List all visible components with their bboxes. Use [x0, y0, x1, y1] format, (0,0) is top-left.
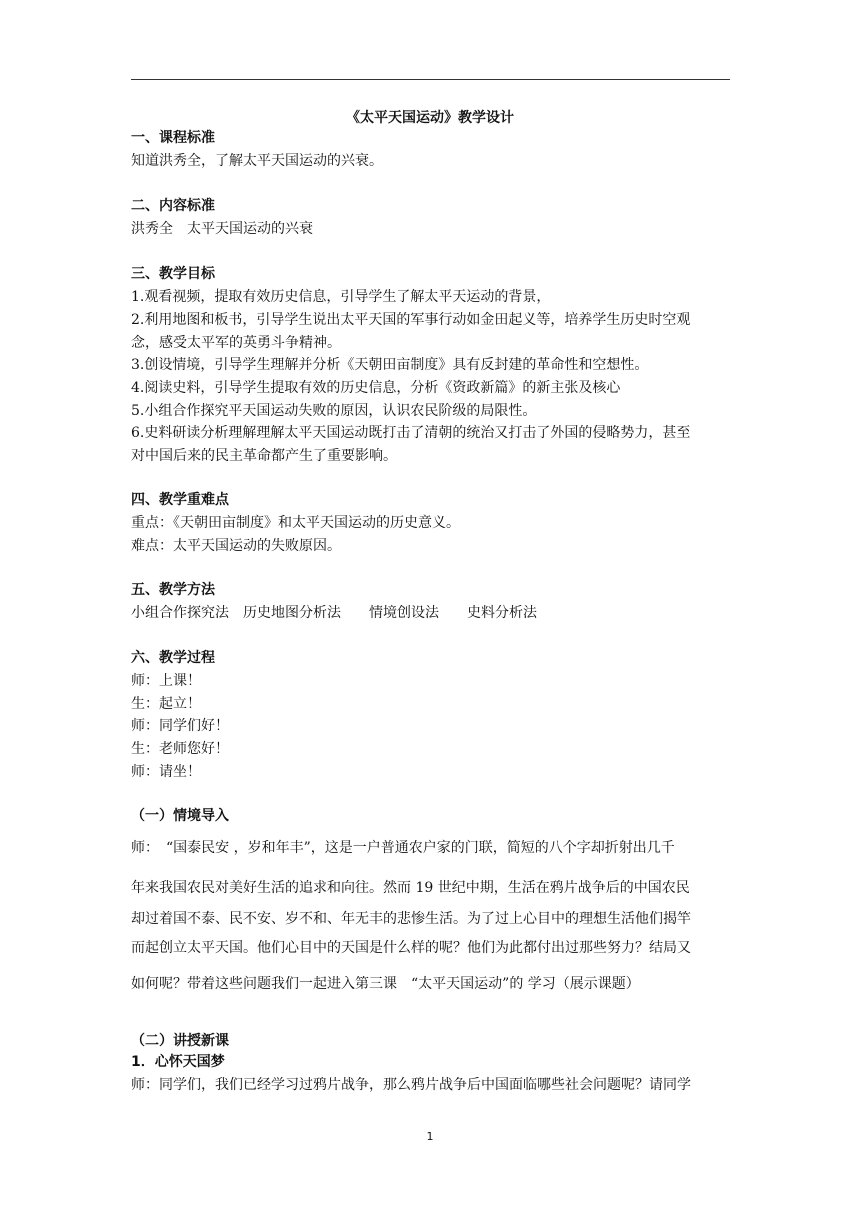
intro-paragraph-line: 却过着国不泰、民不安、岁不和、年无丰的悲惨生活。为了过上心目中的理想生活他们揭竿	[131, 911, 691, 927]
intro-paragraph-line: 年来我国农民对美好生活的追求和向往。然而 19 世纪中期，生活在鸦片战争后的中国农民	[131, 880, 690, 896]
intro-paragraph-line: 师： “国泰民安 ，岁和年丰”，这是一户普通农户家的门联，简短的八个字却折射出几千	[131, 840, 675, 856]
section-heading-process: 六、教学过程	[131, 650, 215, 666]
dialog-line: 师：上课！	[131, 673, 201, 689]
dialog-line: 师：同学们好！	[131, 718, 229, 734]
section-text-standard: 知道洪秀全，了解太平天国运动的兴衰。	[131, 153, 383, 169]
dialog-line: 师：请坐！	[131, 764, 201, 780]
lecture-subheading: 1．心怀天国梦	[131, 1054, 225, 1070]
goal-item: 1.观看视频，提取有效历史信息，引导学生了解太平天运动的背景，	[131, 289, 551, 305]
dialog-line: 生：起立！	[131, 696, 201, 712]
section-text-methods: 小组合作探究法 历史地图分析法 情境创设法 史料分析法	[131, 605, 537, 621]
section-text-content: 洪秀全 太平天国运动的兴衰	[131, 221, 313, 237]
dialog-line: 生：老师您好！	[131, 741, 229, 757]
lecture-paragraph-line: 师：同学们，我们已经学习过鸦片战争，那么鸦片战争后中国面临哪些社会问题呢？请同学	[131, 1077, 691, 1093]
subsection-heading-lecture: （二）讲授新课	[131, 1033, 229, 1049]
section-heading-standard: 一、课程标准	[131, 130, 215, 146]
goal-item: 3.创设情境，引导学生理解并分析《天朝田亩制度》具有反封建的革命性和空想性。	[131, 357, 649, 373]
intro-paragraph-line: 而起创立太平天国。他们心目中的天国是什么样的呢？他们为此都付出过那些努力？结局又	[131, 940, 691, 956]
header-rule	[131, 79, 730, 80]
page-number: 1	[426, 1130, 434, 1143]
document-title: 《太平天国运动》教学设计	[346, 110, 514, 126]
section-heading-content: 二、内容标准	[131, 198, 215, 214]
intro-paragraph-line: 如何呢？带着这些问题我们一起进入第三课 “太平天国运动”的 学习（展示课题）	[131, 976, 640, 992]
goal-item: 对中国后来的民主革命都产生了重要影响。	[131, 448, 397, 464]
subsection-heading-intro: （一）情境导入	[131, 808, 229, 824]
section-heading-goals: 三、教学目标	[131, 266, 215, 282]
goal-item: 念，感受太平军的英勇斗争精神。	[131, 335, 341, 351]
goal-item: 4.阅读史料，引导学生提取有效的历史信息，分析《资政新篇》的新主张及核心	[131, 380, 621, 396]
section-heading-focus: 四、教学重难点	[131, 492, 229, 508]
goal-item: 2.利用地图和板书，引导学生说出太平天国的军事行动如金田起义等，培养学生历史时空观	[131, 312, 691, 328]
focus-hard-point: 难点：太平天国运动的失败原因。	[131, 538, 341, 554]
goal-item: 6.史料研读分析理解理解太平天国运动既打击了清朝的统治又打击了外国的侵略势力，甚至	[131, 425, 691, 441]
focus-key-point: 重点：《天朝田亩制度》和太平天国运动的历史意义。	[131, 515, 460, 531]
section-heading-methods: 五、教学方法	[131, 582, 215, 598]
goal-item: 5.小组合作探究平天国运动失败的原因，认识农民阶级的局限性。	[131, 403, 537, 419]
